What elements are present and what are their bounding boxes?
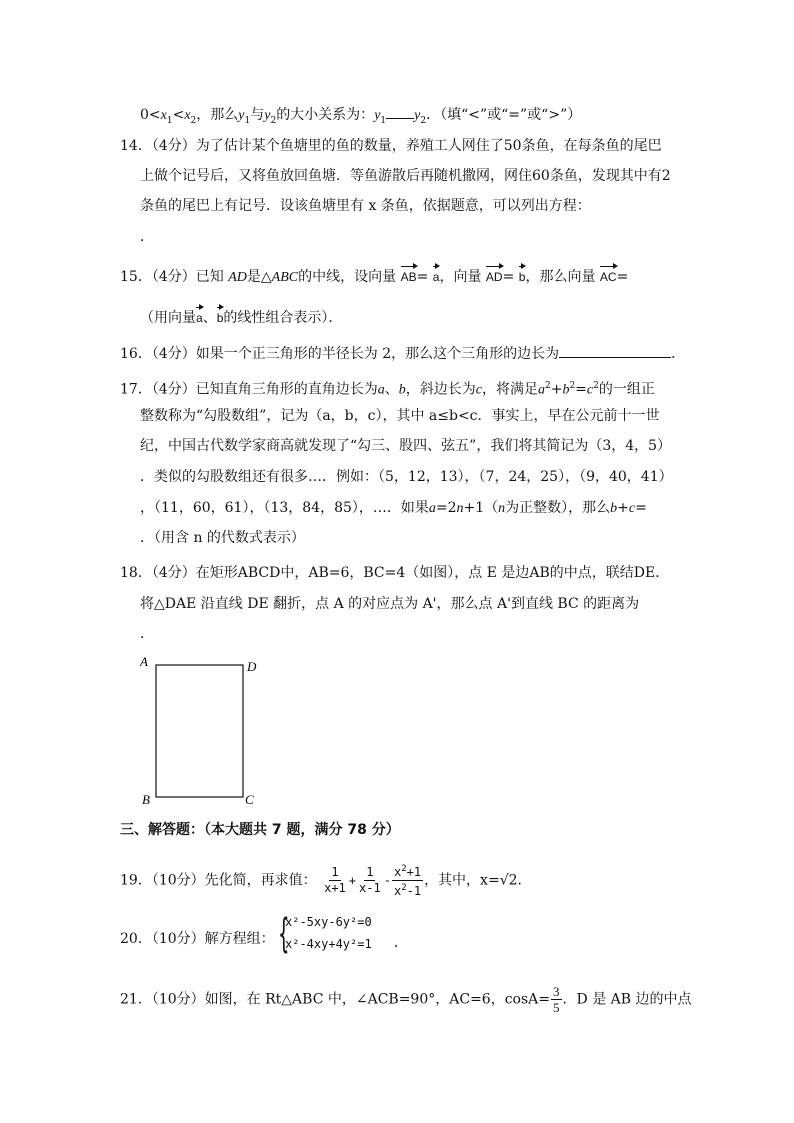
- vector-ad: AD: [486, 266, 503, 286]
- q18-line2: 将△DAE 沿直线 DE 翻折，点 A 的对应点为 A'，那么点 A'到直线 BC 的距离为: [140, 596, 640, 612]
- q14-line1: 14．（4分）为了估计某个鱼塘里的鱼的数量，养殖工人网住了50条鱼，在每条鱼的尾巴: [120, 138, 662, 154]
- vector-a: a: [433, 266, 440, 286]
- label-c: C: [245, 792, 254, 807]
- q16-answer-blank[interactable]: [559, 343, 671, 358]
- q17-line2: 整数称为“勾股数组”，记为（a，b，c），其中 a≤b<c．事实上，早在公元前十一世: [140, 408, 660, 424]
- equation-system: [285, 911, 372, 955]
- vector-a-2: a: [196, 307, 203, 327]
- q13-tail-line: $0<x_1<x_2$，那么$y_1$与$y_2$的大小关系为：$y_1$ $y_2$．（填“<”或“=”或“>”）: [140, 104, 581, 130]
- vector-ac: AC: [600, 266, 617, 286]
- fraction-cos-a: $\frac{3}{5}$: [553, 984, 560, 1015]
- rectangle-shape: [156, 665, 243, 797]
- q14-line2: 上做个记号后，又将鱼放回鱼塘．等鱼游散后再随机撒网，网住60条鱼，发现其中有2: [140, 168, 671, 184]
- q20-end: ．: [394, 935, 408, 951]
- fraction-1: $\frac{1}{x+1}$: [324, 865, 346, 895]
- q18-line1: 18．（4分）在矩形ABCD中，AB=6，BC=4（如图），点 E 是边AB的中点，联结DE．: [120, 565, 670, 581]
- q14-line3: 条鱼的尾巴上有记号．设该鱼塘里有 x 条鱼，依据题意，可以列出方程：: [140, 198, 591, 214]
- q14-line4: ．: [140, 229, 154, 245]
- q17-line3: 纪，中国古代数学家商高就发现了“勾三、股四、弦五”，我们将其简记为（3，4，5）: [140, 438, 672, 454]
- q17-line4: ．类似的勾股数组还有很多…．例如：（5，12，13），（7，24，25），（9，40，41）: [140, 469, 673, 485]
- vector-ab: AB: [401, 266, 417, 286]
- q15-line2: （用向量a、b的线性组合表示）．: [140, 307, 342, 327]
- vector-b: b: [519, 266, 526, 286]
- label-d: D: [247, 659, 257, 674]
- section-3-title: 三、解答题：（本大题共 7 题，满分 78 分）: [120, 822, 400, 838]
- label-b: B: [142, 792, 150, 807]
- q21-line: 21．（10分）如图，在 Rt△ABC 中，∠ACB=90°，AC=6，cosA= $\frac{3}{5}$ ．D 是 AB 边的中点: [120, 984, 692, 1015]
- label-a: A: [140, 654, 148, 669]
- q20-label: 20．（10分）解方程组：: [120, 931, 275, 947]
- q15-line1: 15．（4分）已知 AD是△ABC的中线，设向量 AB= a，向量 AD= b，那么向量 AC=: [120, 266, 628, 287]
- fraction-2: $\frac{1}{x-1}$: [359, 865, 381, 895]
- vector-b-2: b: [217, 307, 224, 327]
- equation-2: x²-4xy+4y²=1: [285, 937, 372, 951]
- q16-line: 16．（4分）如果一个正三角形的半径长为 2，那么这个三角形的边长为 ．: [120, 343, 685, 363]
- rectangle-abcd-figure: [140, 652, 270, 812]
- q19-line: 19．（10分）先化简，再求值： $\frac{1}{x+1}$ + $\frac{1}{x-1}$ - $\frac{x^2+1}{x^2-1}$ ，其中，x=√2．: [120, 864, 532, 898]
- q18-line3: ．: [140, 626, 154, 642]
- fraction-3: $\frac{x^2+1}{x^2-1}$: [393, 864, 422, 898]
- equation-1: x²-5xy-6y²=0: [285, 915, 372, 929]
- q17-line5: ，（11，60，61），（13，84，85），…．如果a=2n+1（n为正整数），那么b+c=: [140, 500, 647, 516]
- q17-line1: 17．（4分）已知直角三角形的直角边长为a、b，斜边长为c，将满足$a^2+b^2=c^2$的一组正: [120, 381, 655, 398]
- q17-line6: ．（用含 n 的代数式表示）: [140, 530, 305, 546]
- system-brace: {: [278, 911, 290, 957]
